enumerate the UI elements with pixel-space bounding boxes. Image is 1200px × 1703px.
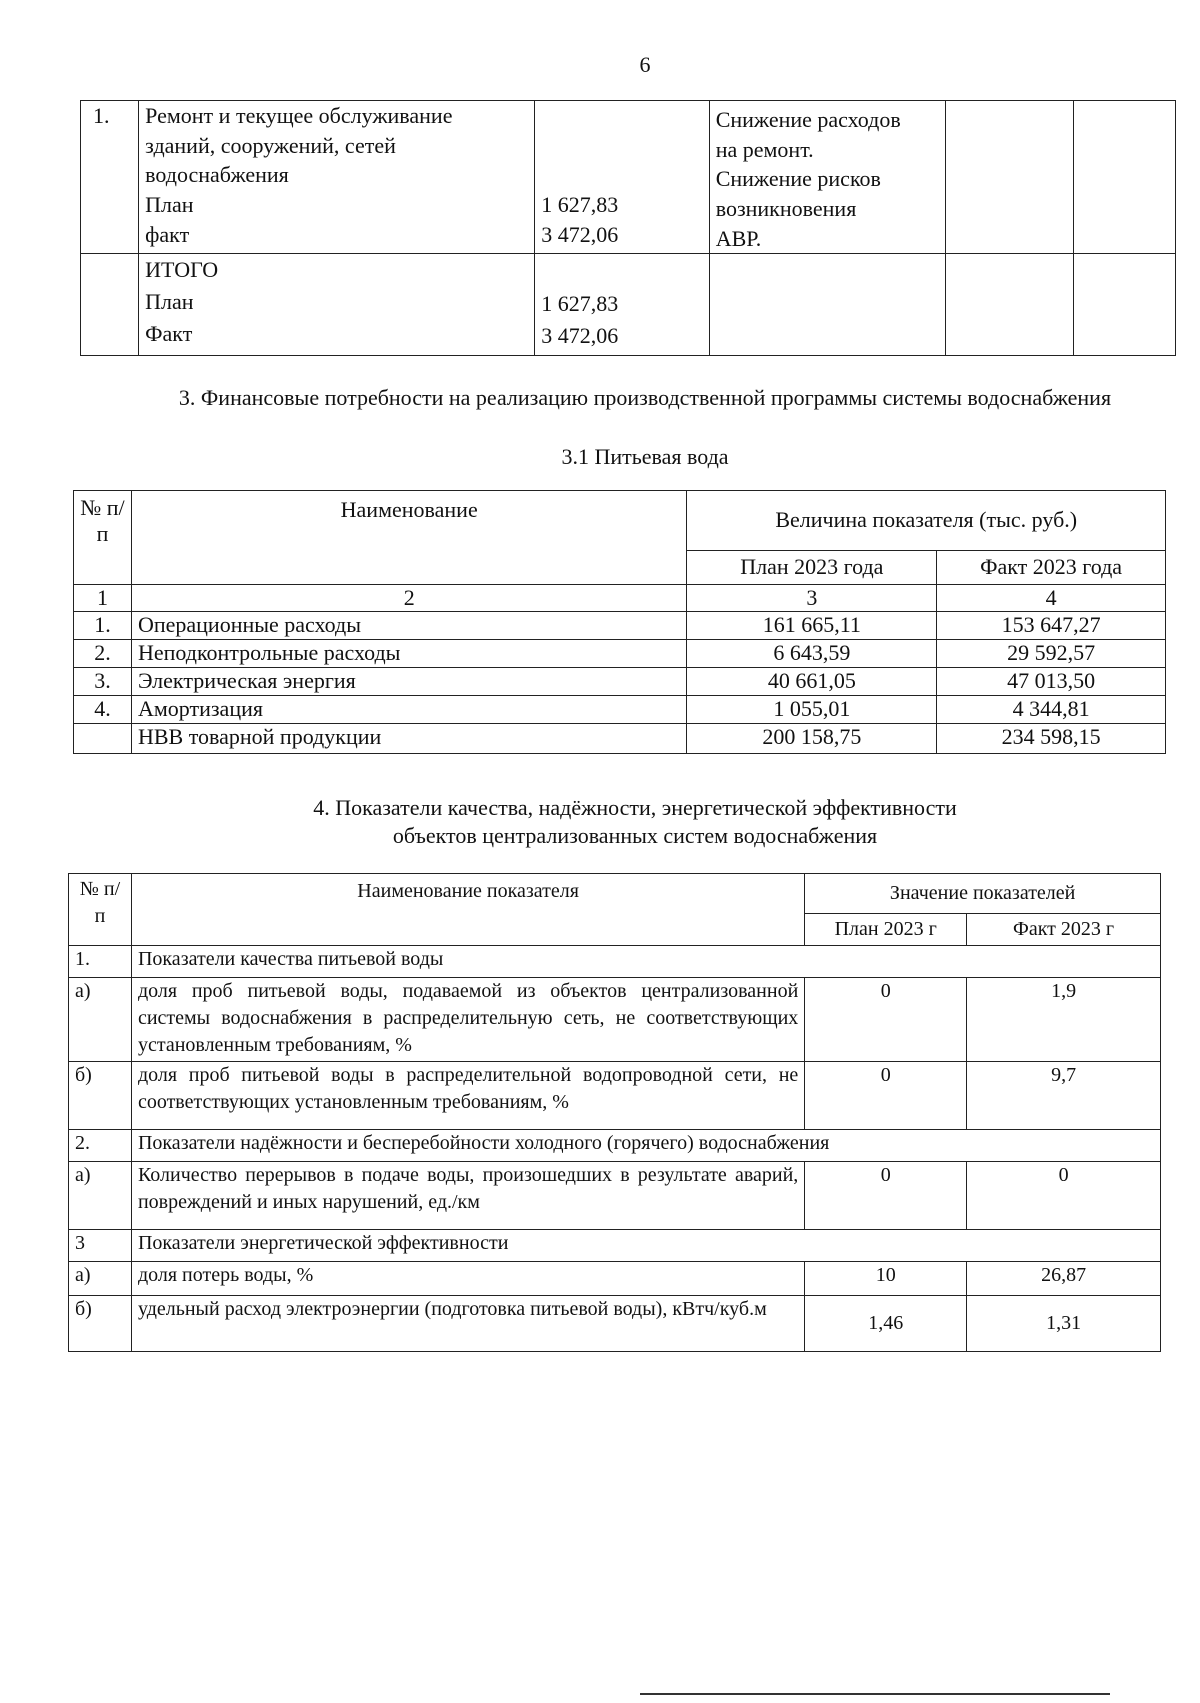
row-number: 1. (69, 946, 132, 978)
table-row (69, 1162, 1161, 1230)
page-number: 6 (639, 52, 651, 77)
empty-cell (946, 254, 1073, 356)
row-number (81, 254, 139, 356)
row-plan: 40 661,05 (687, 668, 937, 696)
row-fact: 29 592,57 (937, 640, 1166, 668)
row-name: НВВ товарной продукции (131, 724, 686, 754)
col-number: 3 (687, 585, 937, 612)
row-number: 2. (69, 1130, 132, 1162)
indicator-name: Количество перерывов в подаче воды, произошедших в результате аварий, повреждений и иных нарушений, ед./км (131, 1162, 804, 1230)
indicator-name: доля проб питьевой воды, подаваемой из объектов централизованной системы водоснабжения в распределительную сеть, не соответствующих установленным требованиям, % (131, 978, 804, 1062)
table-row (74, 668, 1166, 696)
measure-name: Ремонт и текущее обслуживание зданий, сооружений, сетей водоснабжения План факт (139, 101, 535, 254)
row-plan: 6 643,59 (687, 640, 937, 668)
row-fact: 153 647,27 (937, 612, 1166, 640)
row-number: 2. (74, 640, 132, 668)
row-number: а) (69, 1162, 132, 1230)
header-group: Величина показателя (тыс. руб.) (687, 491, 1166, 551)
row-fact: 234 598,15 (937, 724, 1166, 754)
table-row (81, 101, 1176, 254)
row-plan: 161 665,11 (687, 612, 937, 640)
indicator-plan: 1,46 (805, 1296, 967, 1352)
table-row (69, 1262, 1161, 1296)
section-name: Показатели надёжности и бесперебойности холодного (горячего) водоснабжения (131, 1130, 1160, 1162)
row-number: 3 (69, 1230, 132, 1262)
header-fact: Факт 2023 г (967, 914, 1161, 946)
row-name: Неподконтрольные расходы (131, 640, 686, 668)
row-name: Электрическая энергия (131, 668, 686, 696)
col-number: 2 (131, 585, 686, 612)
total-values: 1 627,83 3 472,06 (535, 254, 709, 356)
table-row (81, 254, 1176, 356)
header-group: Значение показателей (805, 874, 1161, 914)
indicator-name: доля потерь воды, % (131, 1262, 804, 1296)
measure-values: 1 627,83 3 472,06 (535, 101, 709, 254)
row-fact: 4 344,81 (937, 696, 1166, 724)
row-fact: 47 013,50 (937, 668, 1166, 696)
header-row (69, 874, 1161, 914)
section-name: Показатели качества питьевой воды (131, 946, 1160, 978)
empty-cell (1073, 101, 1175, 254)
row-number: 1. (74, 612, 132, 640)
row-plan: 1 055,01 (687, 696, 937, 724)
indicator-fact: 1,31 (967, 1296, 1161, 1352)
quality-indicators-table (68, 873, 1161, 1352)
row-name: Амортизация (131, 696, 686, 724)
indicator-name: удельный расход электроэнергии (подготовка питьевой воды), кВтч/куб.м (131, 1296, 804, 1352)
total-name: ИТОГО План Факт (139, 254, 535, 356)
empty-cell (946, 101, 1073, 254)
header-plan: План 2023 г (805, 914, 967, 946)
bottom-rule (640, 1693, 1110, 1695)
section-row (69, 946, 1161, 978)
indicator-plan: 10 (805, 1262, 967, 1296)
header-plan: План 2023 года (687, 551, 937, 585)
section-row (69, 1130, 1161, 1162)
section-3-1-title: 3.1 Питьевая вода (561, 444, 729, 469)
table-row (74, 696, 1166, 724)
row-number: б) (69, 1062, 132, 1130)
indicator-plan: 0 (805, 1162, 967, 1230)
indicator-name: доля проб питьевой воды в распределительной водопроводной сети, не соответствующих установленным требованиям, % (131, 1062, 804, 1130)
section-4-title-line2: объектов централизованных систем водоснабжения (392, 823, 878, 848)
row-number: 4. (74, 696, 132, 724)
empty-cell (709, 254, 946, 356)
header-name: Наименование (131, 491, 686, 585)
table-row (69, 1296, 1161, 1352)
table-row (69, 978, 1161, 1062)
measures-table (80, 100, 1176, 356)
indicator-fact: 26,87 (967, 1262, 1161, 1296)
empty-cell (1073, 254, 1175, 356)
financial-needs-table (73, 490, 1166, 754)
section-3-title: 3. Финансовые потребности на реализацию производственной программы системы водоснабжения (178, 385, 1112, 410)
column-numbers-row (74, 585, 1166, 612)
header-fact: Факт 2023 года (937, 551, 1166, 585)
col-number: 1 (74, 585, 132, 612)
table-row (74, 724, 1166, 754)
section-row (69, 1230, 1161, 1262)
section-4-title-line1: 4. Показатели качества, надёжности, энергетической эффективности (313, 795, 957, 820)
indicator-fact: 0 (967, 1162, 1161, 1230)
indicator-plan: 0 (805, 978, 967, 1062)
header-name: Наименование показателя (131, 874, 804, 946)
table-row (69, 1062, 1161, 1130)
indicator-fact: 1,9 (967, 978, 1161, 1062)
row-number: а) (69, 978, 132, 1062)
measure-effect: Снижение расходов на ремонт. Снижение рисков возникновения АВР. (709, 101, 946, 254)
table-row (74, 640, 1166, 668)
row-number (74, 724, 132, 754)
header-row (74, 491, 1166, 551)
indicator-fact: 9,7 (967, 1062, 1161, 1130)
table-row (74, 612, 1166, 640)
indicator-plan: 0 (805, 1062, 967, 1130)
header-num: № п/п (74, 491, 132, 585)
row-number: б) (69, 1296, 132, 1352)
row-number: а) (69, 1262, 132, 1296)
header-num: № п/п (69, 874, 132, 946)
row-number: 1. (81, 101, 139, 254)
row-name: Операционные расходы (131, 612, 686, 640)
row-number: 3. (74, 668, 132, 696)
row-plan: 200 158,75 (687, 724, 937, 754)
section-name: Показатели энергетической эффективности (131, 1230, 1160, 1262)
col-number: 4 (937, 585, 1166, 612)
